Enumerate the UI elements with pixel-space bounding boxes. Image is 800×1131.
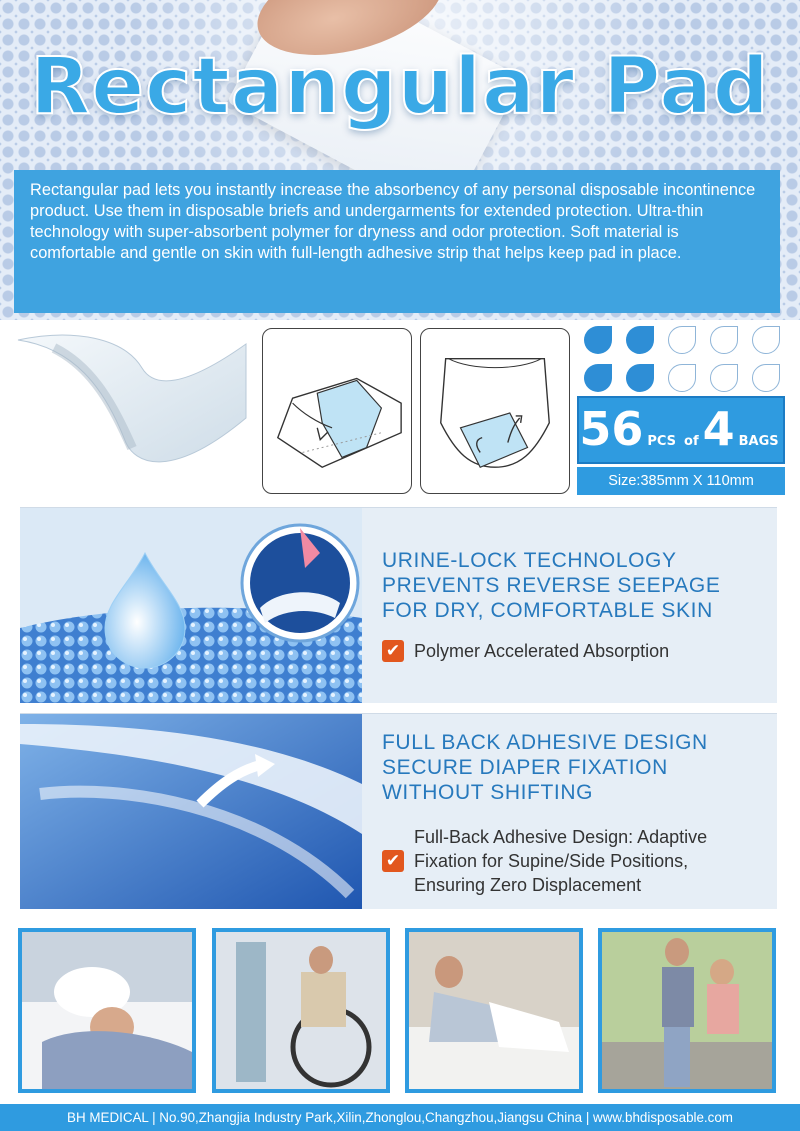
size-label: Size:385mm X 110mm <box>577 467 785 495</box>
feature-heading-line: WITHOUT SHIFTING <box>382 781 594 804</box>
package-count <box>577 396 785 464</box>
feature-bullet-text: Fixation for Supine/Side Positions, <box>414 851 689 871</box>
adhesive-image <box>20 714 362 909</box>
water-drop-icon <box>584 364 612 392</box>
feature-bullet-text: Ensuring Zero Displacement <box>414 875 642 895</box>
absorbency-indicator <box>578 322 788 394</box>
product-description: Rectangular pad lets you instantly increase the absorbency of any personal disposable incontinence product. Use them in disposable briefs and undergarments for extended protection. Ultra-thin technology with super-absorbent polymer for dryness and odor protection. Soft material is comfortable and gentle on skin with full-length adhesive strip that helps keep pad in place. <box>14 170 780 313</box>
brief-diagram <box>262 328 412 494</box>
pad-product-image <box>14 328 250 494</box>
feature-urine-lock <box>20 507 777 703</box>
footer-contact: BH MEDICAL | No.90,Zhangjia Industry Park,Xilin,Zhonglou,Changzhou,Jiangsu China | www.bhdisposable.com <box>0 1104 800 1131</box>
feature-heading-line: FOR DRY, COMFORTABLE SKIN <box>382 599 713 622</box>
photo-outdoor-couple <box>598 928 776 1093</box>
feature-adhesive <box>20 713 777 909</box>
feature-bullet-text: Polymer Accelerated Absorption <box>414 641 670 661</box>
absorption-image <box>20 508 362 703</box>
photo-hospital-bed <box>405 928 583 1093</box>
feature-heading-line: SECURE DIAPER FIXATION <box>382 756 668 779</box>
bags-label: BAGS <box>738 434 779 449</box>
feature-heading-line: FULL BACK ADHESIVE DESIGN <box>382 731 708 754</box>
photo-wheelchair <box>212 928 390 1093</box>
water-drop-icon <box>710 364 738 392</box>
feature-bullet <box>382 639 763 663</box>
water-drop-icon <box>752 364 780 392</box>
water-drop-icon <box>584 326 612 354</box>
hero-banner <box>0 0 800 320</box>
of-label: of <box>684 434 699 449</box>
water-drop-icon <box>752 326 780 354</box>
photo-sleeping-man <box>18 928 196 1093</box>
water-drop-icon <box>626 364 654 392</box>
feature-bullet <box>382 825 763 897</box>
page-title: Rectangular Pad <box>30 42 770 132</box>
checkmark-icon: ✔ <box>382 850 404 872</box>
feature-heading-line: PREVENTS REVERSE SEEPAGE <box>382 574 721 597</box>
checkmark-icon: ✔ <box>382 640 404 662</box>
water-drop-icon <box>710 326 738 354</box>
water-drop-icon <box>626 326 654 354</box>
water-drop-icon <box>668 364 696 392</box>
pieces-label: PCS <box>647 434 677 449</box>
pieces-count: 56 <box>579 402 644 456</box>
pullup-diagram <box>420 328 570 494</box>
feature-heading-line: URINE-LOCK TECHNOLOGY <box>382 549 677 572</box>
feature-bullet-text: Full-Back Adhesive Design: Adaptive <box>414 827 708 847</box>
water-drop-icon <box>668 326 696 354</box>
bags-count: 4 <box>702 402 735 456</box>
